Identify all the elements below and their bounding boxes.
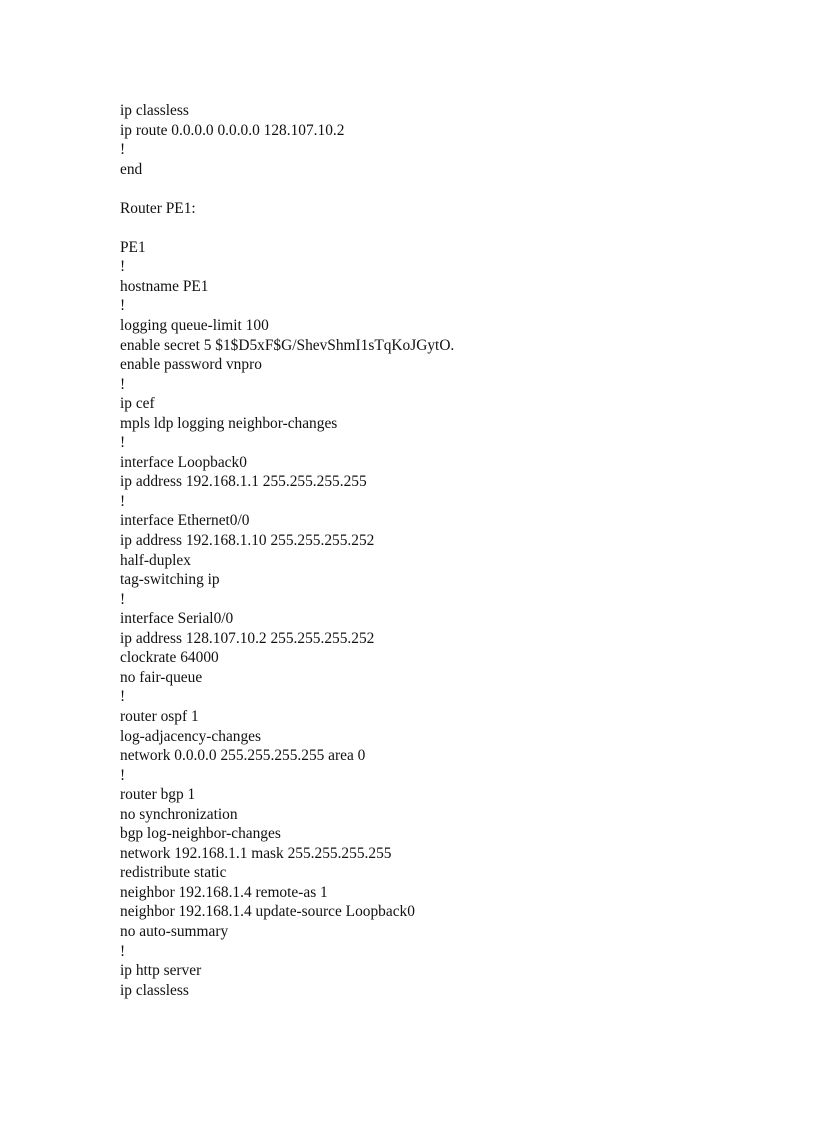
config-line: log-adjacency-changes — [120, 727, 262, 745]
config-line: redistribute static — [120, 864, 227, 882]
config-line: network 0.0.0.0 255.255.255.255 area 0 — [120, 747, 366, 765]
config-line: mpls ldp logging neighbor-changes — [120, 414, 338, 432]
config-line: interface Serial0/0 — [120, 610, 234, 628]
config-line: interface Loopback0 — [120, 453, 247, 471]
config-line: logging queue-limit 100 — [120, 317, 269, 335]
config-line: tag-switching ip — [120, 571, 220, 589]
config-line: enable password vnpro — [120, 356, 262, 374]
config-line: interface Ethernet0/0 — [120, 512, 250, 530]
config-line: ! — [120, 590, 126, 608]
config-line: ip classless — [120, 981, 189, 999]
config-line: ip route 0.0.0.0 0.0.0.0 128.107.10.2 — [120, 121, 345, 139]
config-line: network 192.168.1.1 mask 255.255.255.255 — [120, 844, 392, 862]
config-line: ! — [120, 141, 126, 159]
config-line: clockrate 64000 — [120, 649, 219, 667]
config-line: router ospf 1 — [120, 707, 199, 725]
config-line: ! — [120, 766, 126, 784]
config-line: PE1 — [120, 238, 146, 256]
config-line: end — [120, 160, 143, 178]
config-line: ip cef — [120, 395, 155, 413]
config-line: ip address 128.107.10.2 255.255.255.252 — [120, 629, 375, 647]
config-line: ! — [120, 942, 126, 960]
config-line: ip address 192.168.1.1 255.255.255.255 — [120, 473, 367, 491]
config-line: no fair-queue — [120, 668, 203, 686]
section-heading: Router PE1: — [120, 199, 196, 217]
config-line: ! — [120, 688, 126, 706]
config-line: neighbor 192.168.1.4 update-source Loopback0 — [120, 903, 415, 921]
config-line: ! — [120, 375, 126, 393]
blank-line — [120, 218, 720, 238]
config-line: ip classless — [120, 102, 189, 119]
config-line: no synchronization — [120, 805, 238, 823]
config-line: ip address 192.168.1.10 255.255.255.252 — [120, 532, 375, 550]
router-config-text — [120, 101, 720, 1000]
config-line: bgp log-neighbor-changes — [120, 825, 281, 843]
config-line: neighbor 192.168.1.4 remote-as 1 — [120, 883, 328, 901]
config-line: no auto-summary — [120, 922, 229, 940]
config-line: ! — [120, 297, 126, 315]
blank-line — [120, 179, 720, 199]
config-line: ip http server — [120, 962, 202, 980]
config-line: enable secret 5 $1$D5xF$G/ShevShmI1sTqKoJGytO. — [120, 336, 455, 354]
config-line: router bgp 1 — [120, 786, 196, 804]
config-line: hostname PE1 — [120, 277, 209, 295]
config-line: ! — [120, 434, 126, 452]
config-line: half-duplex — [120, 551, 191, 569]
config-line: ! — [120, 258, 126, 276]
config-line: ! — [120, 492, 126, 510]
